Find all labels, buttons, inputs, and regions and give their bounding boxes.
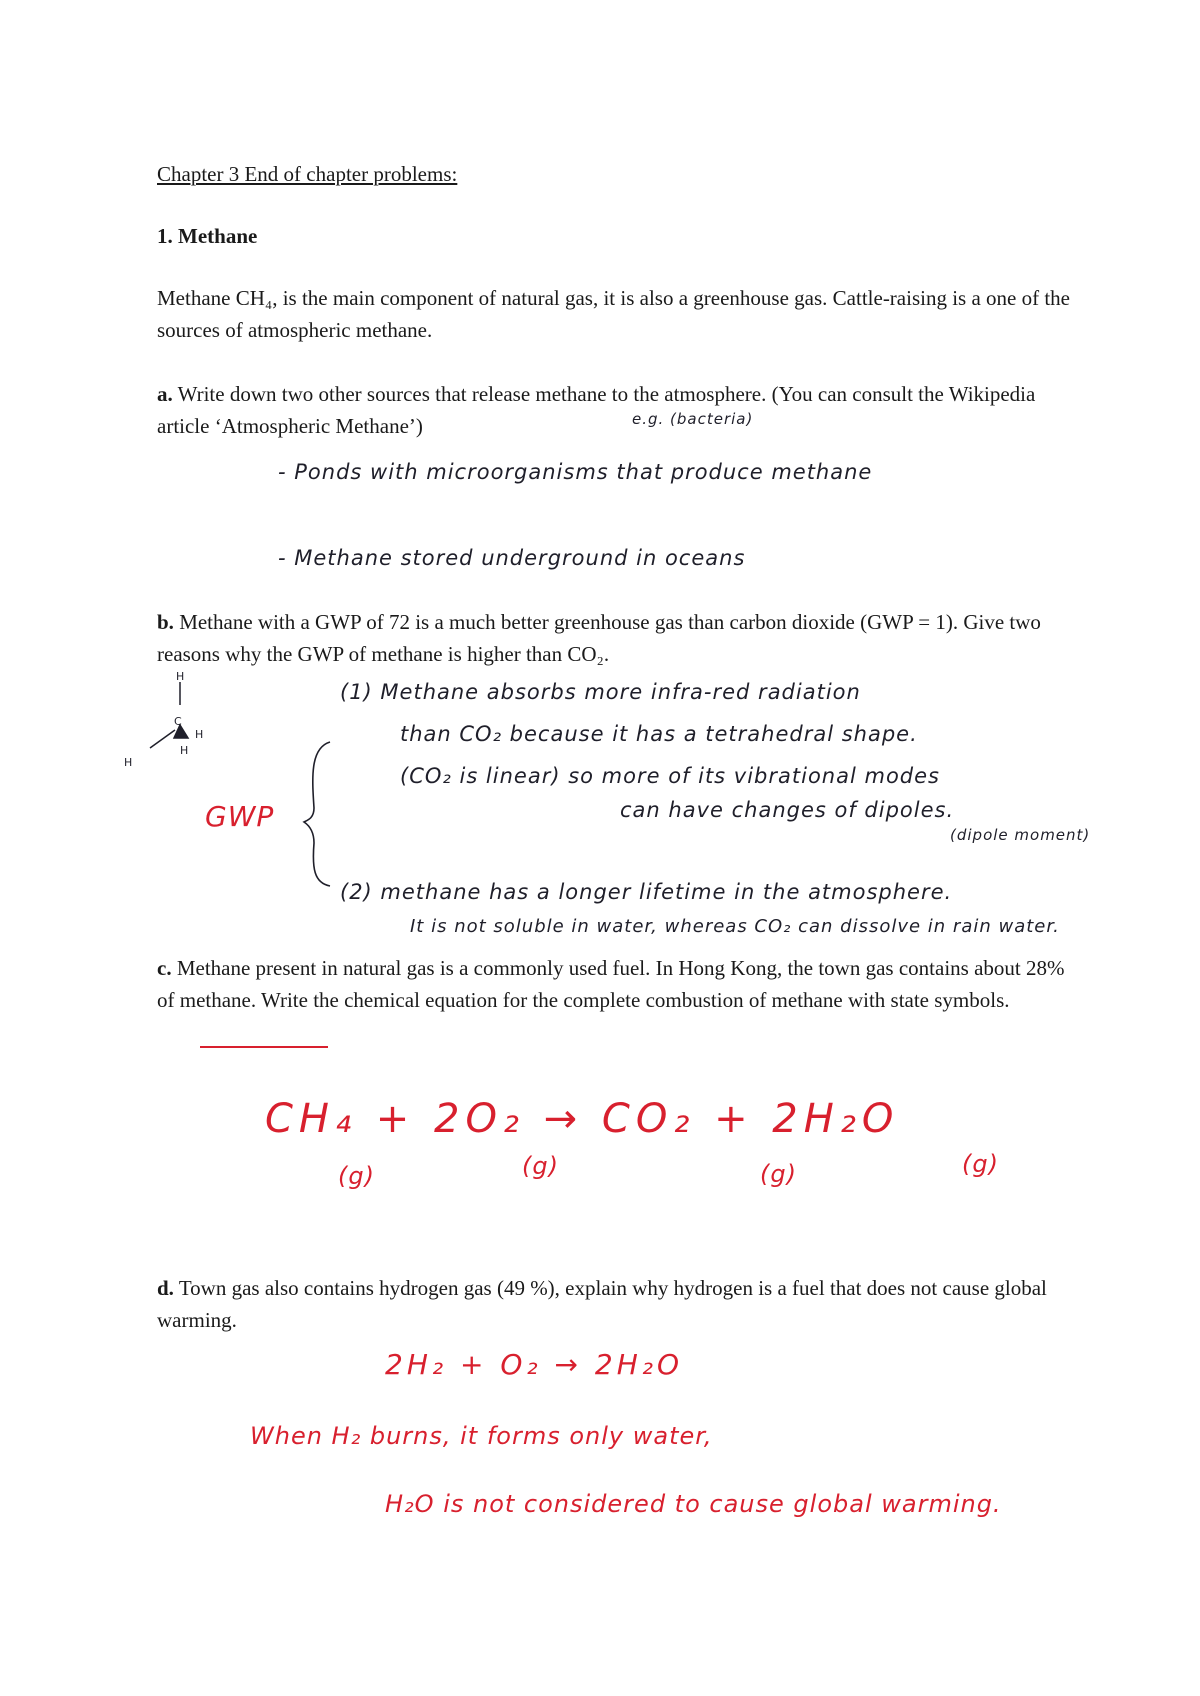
handwritten-a-answer-2: - Methane stored underground in oceans [278, 546, 746, 570]
handwritten-c-state-3: (g) [760, 1160, 797, 1188]
handwritten-c-state-4: (g) [962, 1150, 999, 1178]
handwritten-b-reason2-line2: It is not soluble in water, whereas CO₂ can dissolve in rain water. [410, 916, 1060, 937]
question-a-text: Write down two other sources that release methane to the atmosphere. (You can consult the Wikipedia article ‘Atmospheric Methane’) [157, 382, 1036, 438]
handwritten-d-line2: H₂O is not considered to cause global warming. [385, 1490, 1002, 1518]
handwritten-b-reason2-line1: (2) methane has a longer lifetime in the atmosphere. [340, 880, 953, 904]
handwritten-d-equation: 2H₂ + O₂ → 2H₂O [385, 1348, 684, 1381]
handwritten-b-gwp: GWP [205, 800, 275, 833]
handwritten-b-reason1-line4: can have changes of dipoles. [620, 798, 955, 822]
question-d [157, 1272, 1077, 1336]
question-c [157, 952, 1077, 1016]
handwritten-c-equation: CH₄ + 2O₂ → CO₂ + 2H₂O [265, 1096, 900, 1142]
question-d-label: d. [157, 1276, 174, 1300]
question-a-label: a. [157, 382, 173, 406]
handwritten-c-state-2: (g) [522, 1152, 559, 1180]
svg-text:H: H [176, 670, 185, 683]
svg-text:H: H [180, 744, 189, 757]
question-d-text: Town gas also contains hydrogen gas (49 %), explain why hydrogen is a fuel that does not cause global warming. [157, 1276, 1047, 1332]
handwritten-a-eg: e.g. (bacteria) [632, 410, 754, 428]
svg-text:C: C [174, 715, 182, 728]
question-c-label: c. [157, 956, 172, 980]
question-b [157, 606, 1077, 670]
state-symbols-underline [200, 1046, 328, 1048]
methane-structure-sketch [120, 670, 240, 780]
question-c-text: Methane present in natural gas is a commonly used fuel. In Hong Kong, the town gas contains about 28% of methane. Write the chemical equation for the complete combustion of methane with state symbols. [157, 956, 1065, 1012]
question-b-text: Methane with a GWP of 72 is a much better greenhouse gas than carbon dioxide (GWP = 1). Give two reasons why the GWP of methane is higher than CO₂. [157, 610, 1041, 666]
page-heading: Chapter 3 End of chapter problems: [157, 162, 458, 186]
handwritten-b-reason1-line3: (CO₂ is linear) so more of its vibrational modes [400, 764, 940, 788]
handwritten-b-reason1-line1: (1) Methane absorbs more infra-red radiation [340, 680, 861, 704]
question-b-label: b. [157, 610, 174, 634]
handwritten-b-reason1-line2: than CO₂ because it has a tetrahedral shape. [400, 722, 918, 746]
brace-icon [300, 738, 340, 888]
handwritten-c-state-1: (g) [338, 1162, 375, 1190]
intro-paragraph: Methane CH₄, is the main component of natural gas, it is also a greenhouse gas. Cattle-raising is a one of the sources of atmospheric methane. [157, 286, 1071, 342]
svg-text:H: H [195, 728, 204, 741]
section-title: 1. Methane [157, 224, 258, 248]
handwritten-b-reason1-line5: (dipole moment) [950, 826, 1091, 844]
handwritten-d-line1: When H₂ burns, it forms only water, [250, 1422, 713, 1450]
handwritten-a-answer-1: - Ponds with microorganisms that produce methane [278, 460, 873, 484]
svg-text:H: H [124, 756, 133, 769]
question-a [157, 378, 1077, 442]
